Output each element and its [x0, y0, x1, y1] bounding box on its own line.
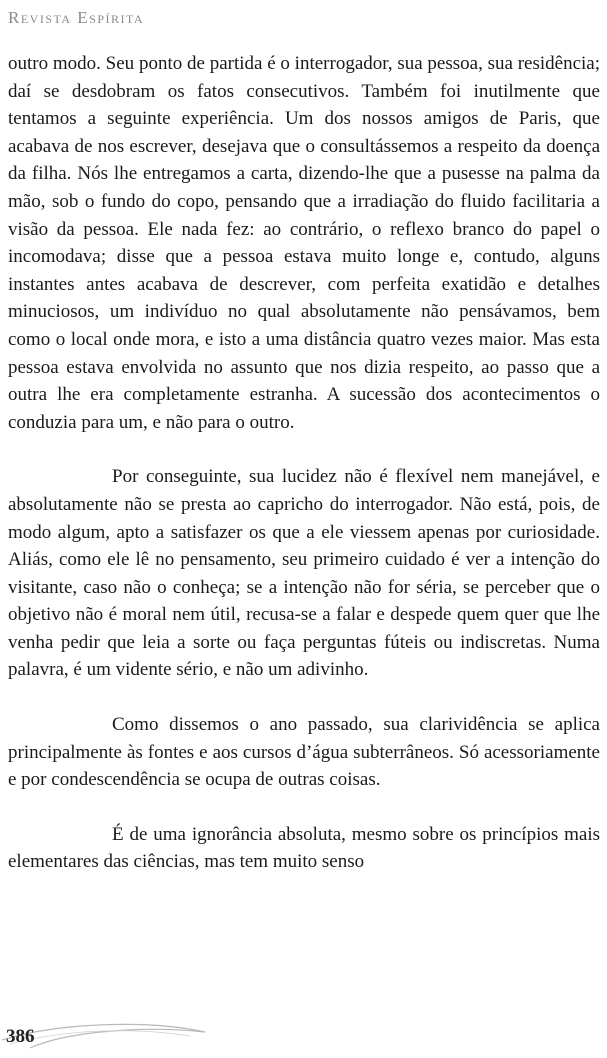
page-number: 386	[6, 1026, 35, 1047]
paragraph-3: Como dissemos o ano passado, sua clarividência se aplica principalmente às fontes e aos cursos d’água subterrâneos. Só acessoriamente e por condescendência se ocupa de outras coisas.	[8, 714, 600, 791]
paragraph-4: É de uma ignorância absoluta, mesmo sobre os princípios mais elementares das ciências, mas tem muito senso	[8, 823, 600, 873]
paragraph-2: Por conseguinte, sua lucidez não é flexível nem manejável, e absolutamente não se presta ao capricho do interrogador. Não está, pois, de modo algum, apto a satisfazer os que a ele viessem apenas por curiosidade. Aliás, como ele lê no pensamento, seu primeiro cuidado é ver a intenção do visitante, caso não o conheça; se a intenção não for séria, se perceber que o objetivo não é moral nem útil, recusa-se a falar e despede quem quer que lhe venha pedir que leia a sorte ou faça perguntas fúteis ou indiscretas. Numa palavra, é um vidente sério, e não um adivinho.	[8, 466, 600, 681]
swoosh-ornament-icon	[0, 1018, 607, 1058]
page-body	[8, 50, 600, 903]
page-footer	[0, 1018, 607, 1058]
paragraph-1: outro modo. Seu ponto de partida é o interrogador, sua pessoa, sua residência; daí se desdobram os fatos consecutivos. Também foi inutilmente que tentamos a seguinte experiência. Um dos nossos amigos de Paris, que acabava de nos escrever, desejava que o consultássemos a respeito da doença da filha. Nós lhe entregamos a carta, dizendo-lhe que a pusesse na palma da mão, sob o fundo do copo, pensando que a irradiação do fluido facilitaria a visão da pessoa. Ele nada fez: ao contrário, o reflexo branco do papel o incomodava; disse que a pessoa estava muito longe e, contudo, alguns instantes antes acabava de descrever, com perfeita exatidão e detalhes minuciosos, um indivíduo no qual absolutamente não pensávamos, bem como o local onde mora, e isto a uma distância quatro vezes maior. Mas esta pessoa estava envolvida no assunto que nos dizia respeito, ao passo que a outra lhe era completamente estranha. A sucessão dos acontecimentos o conduzia para um, e não para o outro.	[8, 53, 600, 433]
running-header: Revista Espírita	[8, 8, 145, 27]
